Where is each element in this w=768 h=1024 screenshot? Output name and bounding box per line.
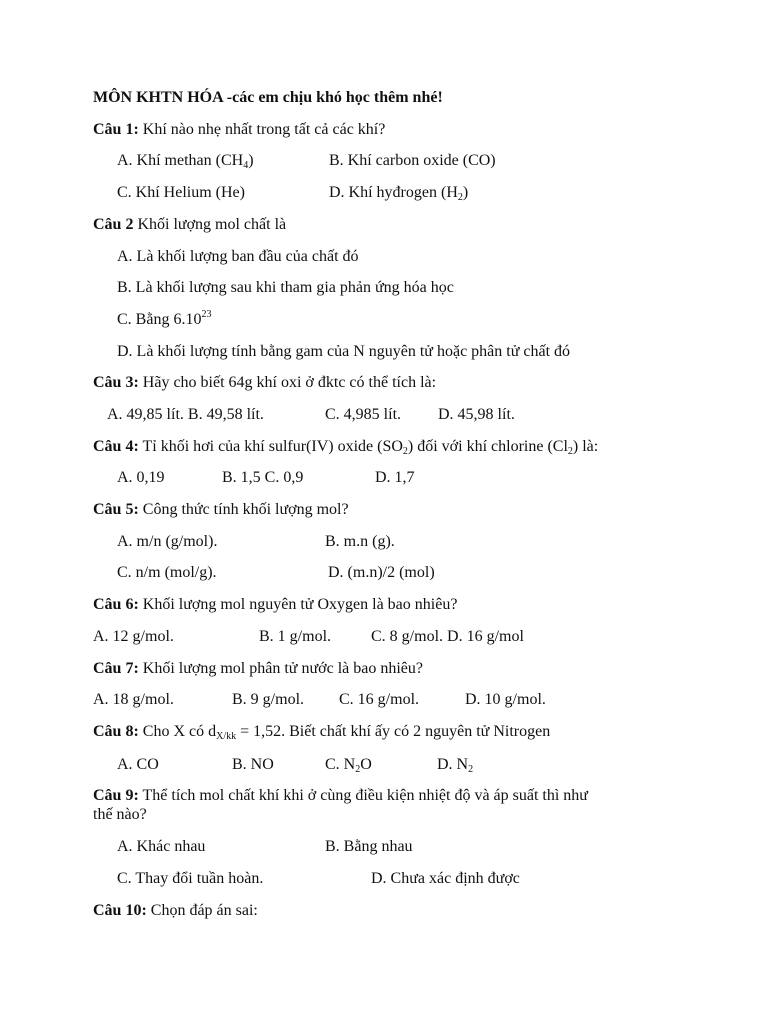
question-10 [93, 901, 258, 921]
question-1 [93, 120, 385, 140]
option-text: ) [462, 184, 469, 201]
q7-option-d: D. 10 g/mol. [465, 691, 546, 708]
document-title: MÔN KHTN HÓA -các em chịu khó học thêm nhé! [93, 89, 443, 106]
subscript: 2 [567, 446, 573, 457]
question-label: Câu 3: [93, 374, 139, 391]
question-label: Câu 4: [93, 438, 139, 455]
q2-option-b: B. Là khối lượng sau khi tham gia phản ứng hóa học [117, 279, 454, 296]
question-text: Cho X có d [138, 723, 217, 740]
option-text: O [360, 756, 372, 773]
q6-option-a: A. 12 g/mol. [93, 628, 174, 645]
q2-option-a: A. Là khối lượng ban đầu của chất đó [117, 248, 359, 265]
q8-option-b: B. NO [232, 756, 274, 773]
q1-option-b: B. Khí carbon oxide (CO) [329, 152, 496, 169]
option-text: A. Khí methan (CH [117, 152, 244, 169]
option-text: C. N [325, 756, 356, 773]
question-9-continued: thế nào? [93, 806, 147, 823]
option-text: D. N [437, 756, 469, 773]
question-text: Công thức tính khối lượng mol? [138, 501, 349, 518]
question-5 [93, 500, 349, 520]
question-text: Hãy cho biết 64g khí oxi ở đktc có thể tích là: [138, 374, 437, 391]
q2-option-c [117, 310, 211, 330]
option-text: ) [248, 152, 254, 169]
q6-option-cd: C. 8 g/mol. D. 16 g/mol [371, 628, 524, 645]
q1-option-a [117, 151, 254, 171]
question-text: Khối lượng mol chất là [133, 216, 287, 233]
q9-option-a: A. Khác nhau [117, 838, 206, 855]
question-7 [93, 659, 423, 679]
q4-option-a: A. 0,19 [117, 469, 165, 486]
q9-option-b: B. Bằng nhau [325, 838, 413, 855]
question-text: Khối lượng mol phân tử nước là bao nhiêu? [138, 660, 423, 677]
question-6 [93, 595, 457, 615]
q2-option-d: D. Là khối lượng tính bằng gam của N nguyên tử hoặc phân tử chất đó [117, 343, 571, 360]
question-3 [93, 373, 436, 393]
question-text: Tỉ khối hơi của khí sulfur(IV) oxide (SO [138, 438, 403, 455]
question-label: Câu 5: [93, 501, 139, 518]
question-text: Khối lượng mol nguyên tử Oxygen là bao nhiêu? [138, 596, 458, 613]
q7-option-a: A. 18 g/mol. [93, 691, 174, 708]
q7-option-b: B. 9 g/mol. [232, 691, 305, 708]
question-label: Câu 1: [93, 121, 139, 138]
subscript: 2 [355, 764, 361, 775]
question-label: Câu 2 [93, 216, 134, 233]
q1-option-d [329, 183, 468, 203]
option-text: D. Khí hyđrogen (H [329, 184, 458, 201]
question-text: ) đối với khí chlorine (Cl [407, 438, 568, 455]
question-text: = 1,52. Biết chất khí ấy có 2 nguyên tử Nitrogen [236, 723, 551, 740]
subscript: X/kk [216, 731, 237, 742]
question-label: Câu 6: [93, 596, 139, 613]
question-text: Khí nào nhẹ nhất trong tất cả các khí? [138, 121, 386, 138]
q9-option-c: C. Thay đổi tuần hoàn. [117, 870, 264, 887]
q5-option-a: A. m/n (g/mol). [117, 533, 218, 550]
question-text: ) là: [572, 438, 599, 455]
superscript: 23 [201, 309, 212, 320]
question-label: Câu 10: [93, 902, 147, 919]
q3-option-d: D. 45,98 lít. [438, 406, 515, 423]
q9-option-d: D. Chưa xác định được [371, 870, 520, 887]
q1-option-c: C. Khí Helium (He) [117, 184, 245, 201]
question-4 [93, 437, 598, 457]
subscript: 2 [402, 446, 408, 457]
q8-option-c [325, 755, 372, 775]
q7-option-c: C. 16 g/mol. [339, 691, 420, 708]
q5-option-d: D. (m.n)/2 (mol) [328, 564, 435, 581]
q4-option-bc: B. 1,5 C. 0,9 [222, 469, 304, 486]
q4-option-d: D. 1,7 [375, 469, 415, 486]
question-label: Câu 8: [93, 723, 139, 740]
subscript: 4 [243, 160, 249, 171]
q8-option-a: A. CO [117, 756, 159, 773]
question-label: Câu 9: [93, 787, 139, 804]
subscript: 2 [457, 192, 463, 203]
question-label: Câu 7: [93, 660, 139, 677]
question-text: Chọn đáp án sai: [146, 902, 258, 919]
question-text: Thể tích mol chất khí khi ở cùng điều kiện nhiệt độ và áp suất thì như [138, 787, 588, 804]
q3-option-c: C. 4,985 lít. [325, 406, 402, 423]
q5-option-b: B. m.n (g). [325, 533, 395, 550]
q8-option-d [437, 755, 473, 775]
question-8 [93, 722, 550, 742]
subscript: 2 [468, 764, 474, 775]
question-2 [93, 215, 286, 235]
q6-option-b: B. 1 g/mol. [259, 628, 332, 645]
option-text: C. Bằng 6.10 [117, 311, 202, 328]
q3-option-ab: A. 49,85 lít. B. 49,58 lít. [107, 406, 264, 423]
question-9 [93, 786, 588, 806]
q5-option-c: C. n/m (mol/g). [117, 564, 217, 581]
